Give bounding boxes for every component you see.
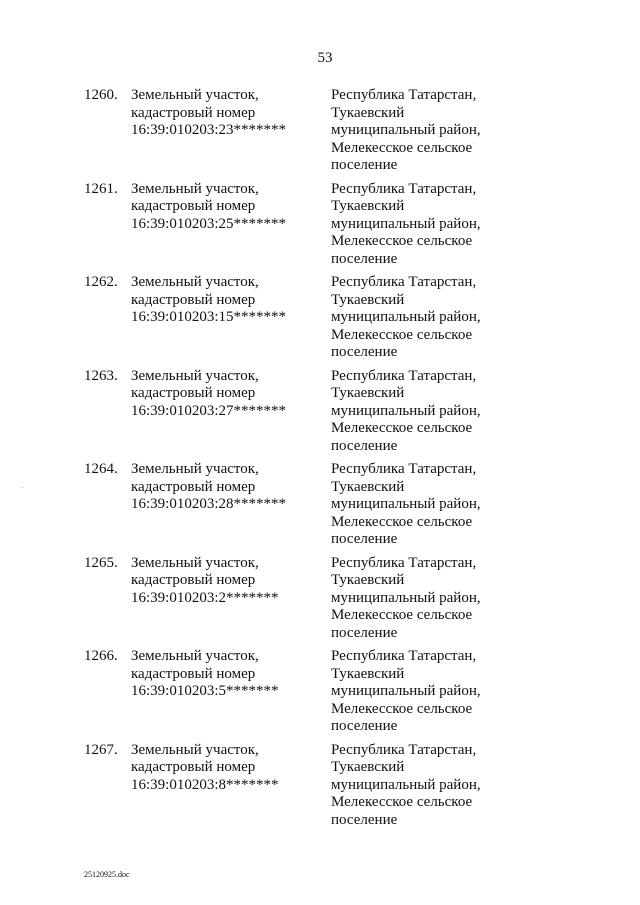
entry-location-line: Мелекесское сельское <box>331 420 473 436</box>
entry-location-line: Мелекесское сельское <box>331 326 473 343</box>
entry-location-line: Республика Татарстан, <box>331 554 477 571</box>
entry-description-line: 16:39:010203:28******* <box>131 496 287 512</box>
entry-location-line: Тукаевский <box>331 385 405 401</box>
entry-location-line: Республика Татарстан, <box>331 367 477 384</box>
entry-location-line: муниципальный район, <box>331 122 481 138</box>
entry-location-line: Мелекесское сельское <box>331 513 473 530</box>
entry-location-line: Мелекесское сельское <box>331 607 473 623</box>
entry-number: 1266. <box>84 648 118 664</box>
entry-description <box>131 461 321 514</box>
entry-location-line: поселение <box>331 437 398 454</box>
entry-location-line: Тукаевский <box>331 759 405 775</box>
page-number: 53 <box>317 50 333 66</box>
entry-number: 1262. <box>84 274 118 290</box>
entry-description-line: кадастровый номер <box>131 198 256 214</box>
entry-description-line: 16:39:010203:8******* <box>131 776 279 793</box>
entry-location-line: Республика Татарстан, <box>331 461 477 477</box>
entry-description-line: Земельный участок, <box>131 180 259 197</box>
entry-location-line: Тукаевский <box>331 291 405 308</box>
entries-list <box>0 87 640 835</box>
entry-location-line: поселение <box>331 531 398 547</box>
entry-number: 1263. <box>84 367 118 384</box>
entry-number: 1261. <box>84 180 118 197</box>
entry-description-line: 16:39:010203:2******* <box>131 589 279 606</box>
entry-number: 1265. <box>84 554 118 571</box>
entry-description-line: Земельный участок, <box>131 648 259 664</box>
entry-description-line: Земельный участок, <box>131 554 259 571</box>
entry-description-line: Земельный участок, <box>131 274 259 290</box>
entry-location-line: поселение <box>331 344 398 360</box>
entry-location-line: муниципальный район, <box>331 402 481 419</box>
entry-location-line: Мелекесское сельское <box>331 139 473 156</box>
entry-location <box>331 461 531 549</box>
entry-description-line: Земельный участок, <box>131 87 259 103</box>
entry-description <box>131 87 321 140</box>
entry-description-line: кадастровый номер <box>131 478 256 495</box>
entry-location <box>331 87 531 175</box>
entry-location-line: Тукаевский <box>331 572 405 588</box>
entry-description-line: кадастровый номер <box>131 759 256 775</box>
entry-description-line: 16:39:010203:5******* <box>131 683 279 699</box>
entry-location-line: муниципальный район, <box>331 589 481 606</box>
entry-location-line: Тукаевский <box>331 104 405 121</box>
entry-description <box>131 648 321 701</box>
entry-description <box>131 181 321 234</box>
entry-description-line: кадастровый номер <box>131 572 256 588</box>
entry-number: 1267. <box>84 741 118 758</box>
entry-description-line: Земельный участок, <box>131 461 259 477</box>
entry-description-line: 16:39:010203:27******* <box>131 402 287 419</box>
entry-location-line: поселение <box>331 811 398 828</box>
entry-location-line: поселение <box>331 718 398 734</box>
entry-location-line: муниципальный район, <box>331 496 481 512</box>
list-item <box>0 461 640 555</box>
entry-location-line: Республика Татарстан, <box>331 741 477 758</box>
entry-description-line: 16:39:010203:25******* <box>131 215 287 232</box>
entry-location-line: Республика Татарстан, <box>331 180 477 197</box>
entry-location-line: поселение <box>331 250 398 267</box>
list-item <box>0 648 640 742</box>
entry-location-line: муниципальный район, <box>331 309 481 325</box>
entry-location-line: Тукаевский <box>331 198 405 214</box>
entry-description <box>131 555 321 608</box>
entry-description-line: кадастровый номер <box>131 385 256 401</box>
entry-location-line: муниципальный район, <box>331 776 481 793</box>
entry-location <box>331 648 531 736</box>
entry-description-line: кадастровый номер <box>131 291 256 308</box>
entry-description-line: Земельный участок, <box>131 741 259 758</box>
entry-location <box>331 274 531 362</box>
entry-location-line: Республика Татарстан, <box>331 648 477 664</box>
entry-description <box>131 274 321 327</box>
entry-location-line: муниципальный район, <box>331 683 481 699</box>
list-item <box>0 555 640 649</box>
entry-location-line: Мелекесское сельское <box>331 700 473 717</box>
entry-location <box>331 181 531 269</box>
list-item <box>0 368 640 462</box>
entry-description-line: 16:39:010203:23******* <box>131 122 287 138</box>
list-item <box>0 274 640 368</box>
entry-location-line: Тукаевский <box>331 478 405 495</box>
entry-description-line: Земельный участок, <box>131 367 259 384</box>
entry-number: 1264. <box>84 461 118 477</box>
entry-location-line: Тукаевский <box>331 665 405 682</box>
entry-location <box>331 742 531 830</box>
entry-description <box>131 742 321 795</box>
list-item <box>0 87 640 181</box>
entry-location <box>331 555 531 643</box>
entry-location-line: муниципальный район, <box>331 215 481 232</box>
entry-description-line: 16:39:010203:15******* <box>131 309 287 325</box>
entry-description-line: кадастровый номер <box>131 104 256 121</box>
entry-location-line: поселение <box>331 624 398 641</box>
list-item <box>0 181 640 275</box>
entry-description <box>131 368 321 421</box>
list-item <box>0 742 640 836</box>
entry-location-line: Республика Татарстан, <box>331 274 477 290</box>
entry-number: 1260. <box>84 87 118 103</box>
entry-location-line: поселение <box>331 157 398 173</box>
entry-location-line: Мелекесское сельское <box>331 794 473 810</box>
footer-filename: 25120925.doc <box>84 870 130 879</box>
entry-description-line: кадастровый номер <box>131 665 256 682</box>
entry-location-line: Мелекесское сельское <box>331 233 473 249</box>
entry-location-line: Республика Татарстан, <box>331 87 477 103</box>
margin-mark <box>22 487 23 488</box>
entry-location <box>331 368 531 456</box>
